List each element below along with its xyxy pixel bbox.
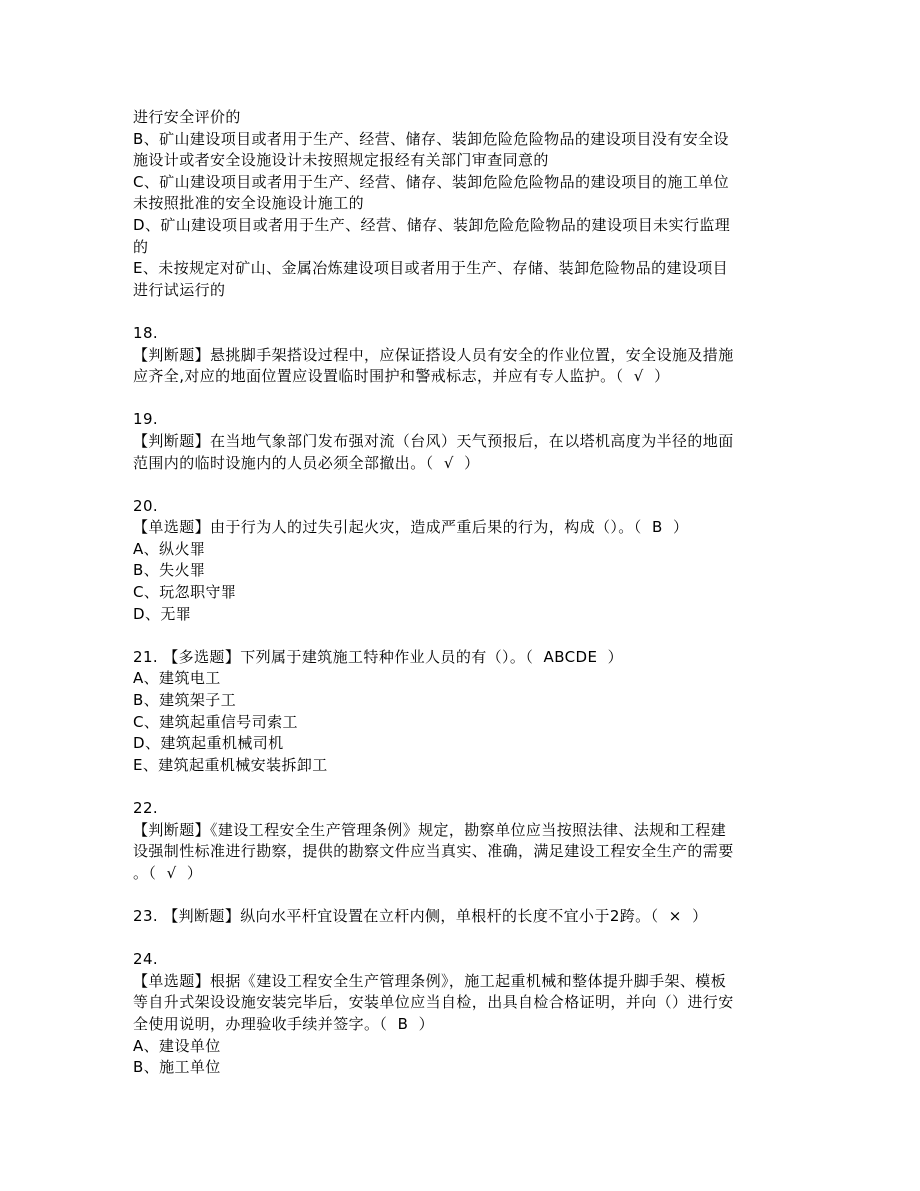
question-text: 21. 【多选题】下列属于建筑施工特种作业人员的有（）。（ ABCDE ） bbox=[133, 647, 624, 666]
question-17-tail bbox=[133, 107, 793, 301]
document-page bbox=[133, 107, 793, 1079]
question-19 bbox=[133, 409, 793, 474]
option-e: E、建筑起重机械安装拆卸工 bbox=[133, 755, 328, 774]
question-23 bbox=[133, 906, 793, 928]
text-line: 进行安全评价的 bbox=[133, 108, 241, 126]
question-22 bbox=[133, 798, 793, 884]
option-a: A、纵火罪 bbox=[133, 539, 206, 558]
question-text-cont: 全使用说明，办理验收手续并签字。（ B ） bbox=[133, 1014, 435, 1033]
option-c-cont: 未按照批准的安全设施设计施工的 bbox=[133, 194, 365, 213]
question-20 bbox=[133, 496, 793, 626]
option-e-cont: 进行试运行的 bbox=[133, 280, 226, 299]
question-number: 18. bbox=[133, 323, 159, 342]
option-d: D、建筑起重机械司机 bbox=[133, 734, 284, 753]
option-b: B、建筑架子工 bbox=[133, 691, 237, 710]
option-a: A、建设单位 bbox=[133, 1036, 221, 1055]
option-d-cont: 的 bbox=[133, 237, 149, 256]
option-b-cont: 施设计或者安全设施设计未按照规定报经有关部门审查同意的 bbox=[133, 151, 549, 170]
question-text: 【判断题】悬挑脚手架搭设过程中，应保证搭设人员有安全的作业位置，安全设施及措施 bbox=[133, 345, 734, 364]
question-number: 24. bbox=[133, 950, 159, 969]
spacer bbox=[133, 884, 793, 906]
spacer bbox=[133, 928, 793, 950]
spacer bbox=[133, 301, 793, 323]
spacer bbox=[133, 474, 793, 496]
question-text-cont: 应齐全,对应的地面位置应设置临时围护和警戒标志，并应有专人监护。（ √ ） bbox=[133, 367, 670, 386]
question-text: 【单选题】根据《建设工程安全生产管理条例》，施工起重机械和整体提升脚手架、模板 bbox=[133, 971, 727, 990]
option-d: D、矿山建设项目或者用于生产、经营、储存、装卸危险危险物品的建设项目未实行监理 bbox=[133, 215, 731, 234]
question-text: 23. 【判断题】纵向水平杆宜设置在立杆内侧，单根杆的长度不宜小于2跨。（ × ） bbox=[133, 906, 708, 925]
question-text: 【判断题】在当地气象部门发布强对流（台风）天气预报后，在以塔机高度为半径的地面 bbox=[133, 431, 734, 450]
option-c: C、玩忽职守罪 bbox=[133, 583, 237, 602]
question-answer: 。（ √ ） bbox=[133, 863, 203, 882]
question-text-cont: 等自升式架设设施安装完毕后，安装单位应当自检，出具自检合格证明，并向（）进行安 bbox=[133, 993, 734, 1012]
option-c: C、建筑起重信号司索工 bbox=[133, 712, 298, 731]
question-number: 22. bbox=[133, 799, 159, 817]
question-number: 19. bbox=[133, 410, 159, 429]
question-text-cont: 范围内的临时设施内的人员必须全部撤出。（ √ ） bbox=[133, 453, 480, 472]
question-number: 20. bbox=[133, 496, 159, 515]
spacer bbox=[133, 625, 793, 647]
option-e: E、未按规定对矿山、金属冶炼建设项目或者用于生产、存储、装卸危险物品的建设项目 bbox=[133, 259, 729, 278]
question-text: 【判断题】《建设工程安全生产管理条例》规定，勘察单位应当按照法律、法规和工程建 bbox=[133, 820, 727, 839]
option-b: B、施工单位 bbox=[133, 1058, 221, 1077]
option-a: A、建筑电工 bbox=[133, 669, 221, 688]
question-21 bbox=[133, 647, 793, 777]
question-text: 【单选题】由于行为人的过失引起火灾，造成严重后果的行为，构成（）。（ B ） bbox=[133, 518, 689, 537]
question-18 bbox=[133, 323, 793, 388]
option-b: B、矿山建设项目或者用于生产、经营、储存、装卸危险危险物品的建设项目没有安全设 bbox=[133, 129, 729, 148]
question-24 bbox=[133, 949, 793, 1079]
question-text-cont: 设强制性标准进行勘察，提供的勘察文件应当真实、准确，满足建设工程安全生产的需要 bbox=[133, 842, 734, 861]
option-d: D、无罪 bbox=[133, 604, 192, 623]
spacer bbox=[133, 776, 793, 798]
option-b: B、失火罪 bbox=[133, 561, 206, 580]
option-c: C、矿山建设项目或者用于生产、经营、储存、装卸危险危险物品的建设项目的施工单位 bbox=[133, 172, 730, 191]
spacer bbox=[133, 388, 793, 410]
